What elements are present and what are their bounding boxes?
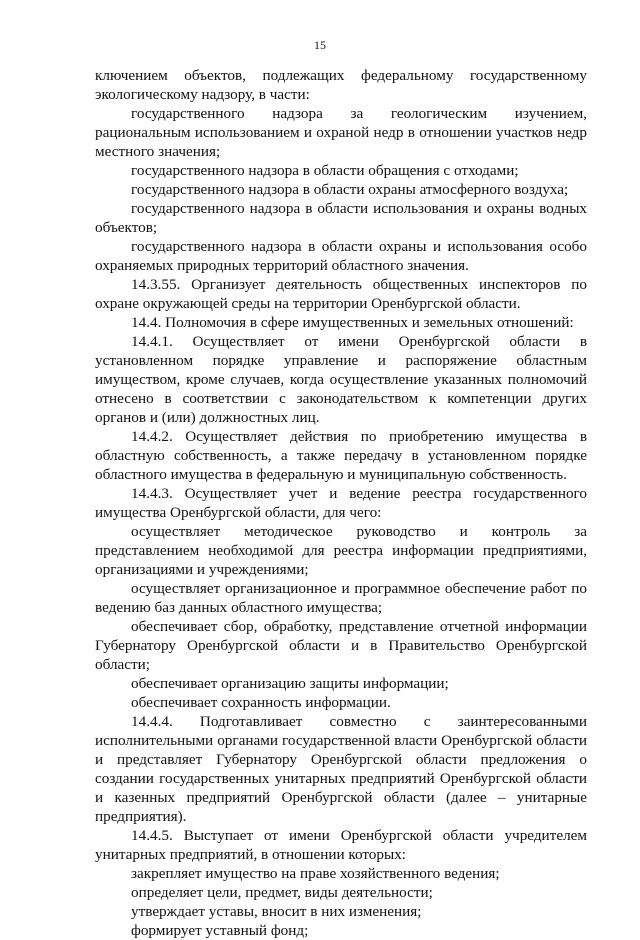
- paragraph: осуществляет организационное и программное обеспечение работ по ведению баз данных областного имущества;: [95, 580, 587, 616]
- paragraph: ключением объектов, подлежащих федеральному государственному экологическому надзору, в части:: [95, 67, 587, 103]
- paragraph: закрепляет имущество на праве хозяйственного ведения;: [131, 865, 500, 882]
- paragraph: обеспечивает организацию защиты информации;: [131, 675, 449, 692]
- paragraph: государственного надзора в области охраны и использования особо охраняемых природных территорий областного значения.: [95, 238, 587, 274]
- paragraph: формирует уставный фонд;: [131, 922, 309, 939]
- paragraph: 14.4.5. Выступает от имени Оренбургской области учредителем унитарных предприятий, в отношении которых:: [95, 827, 587, 863]
- paragraph: государственного надзора в области охраны атмосферного воздуха;: [131, 181, 569, 198]
- paragraph: обеспечивает сохранность информации.: [131, 694, 391, 711]
- paragraph: государственного надзора в области использования и охраны водных объектов;: [95, 200, 587, 236]
- paragraph: 14.4.3. Осуществляет учет и ведение реестра государственного имущества Оренбургской области, для чего:: [95, 485, 587, 521]
- paragraph: 14.3.55. Организует деятельность общественных инспекторов по охране окружающей среды на территории Оренбургской области.: [95, 276, 587, 312]
- paragraph: 14.4.1. Осуществляет от имени Оренбургской области в установленном порядке управление и распоряжение областным имуществом, кроме случаев, когда осуществление указанных полномочий отнесено в соответствии с законодательством к компетенции других органов и (или) должностных лиц.: [95, 333, 587, 426]
- paragraph: обеспечивает сбор, обработку, представление отчетной информации Губернатору Оренбургской области и в Правительство Оренбургской области;: [95, 618, 587, 673]
- paragraph: государственного надзора за геологическим изучением, рациональным использованием и охраной недр в отношении участков недр местного значения;: [95, 105, 587, 160]
- paragraph: 14.4.4. Подготавливает совместно с заинтересованными исполнительными органами государственной власти Оренбургской области и представляет Губернатору Оренбургской области предложения о создании государственных унитарных предприятий Оренбургской области и казенных предприятий Оренбургской области (далее – унитарные предприятия).: [95, 713, 587, 825]
- paragraph: 14.4. Полномочия в сфере имущественных и земельных отношений:: [131, 314, 574, 331]
- paragraph: утверждает уставы, вносит в них изменения;: [131, 903, 422, 920]
- paragraph: 14.4.2. Осуществляет действия по приобретению имущества в областную собственность, а также передачу в установленном порядке областного имущества в федеральную и муниципальную собственность.: [95, 428, 587, 483]
- paragraph: определяет цели, предмет, виды деятельности;: [131, 884, 433, 901]
- paragraph: осуществляет методическое руководство и контроль за представлением необходимой для реестра информации предприятиями, организациями и учреждениями;: [95, 523, 587, 578]
- document-body: [95, 66, 587, 940]
- paragraph: государственного надзора в области обращения с отходами;: [131, 162, 519, 179]
- page-number: 15: [314, 38, 326, 52]
